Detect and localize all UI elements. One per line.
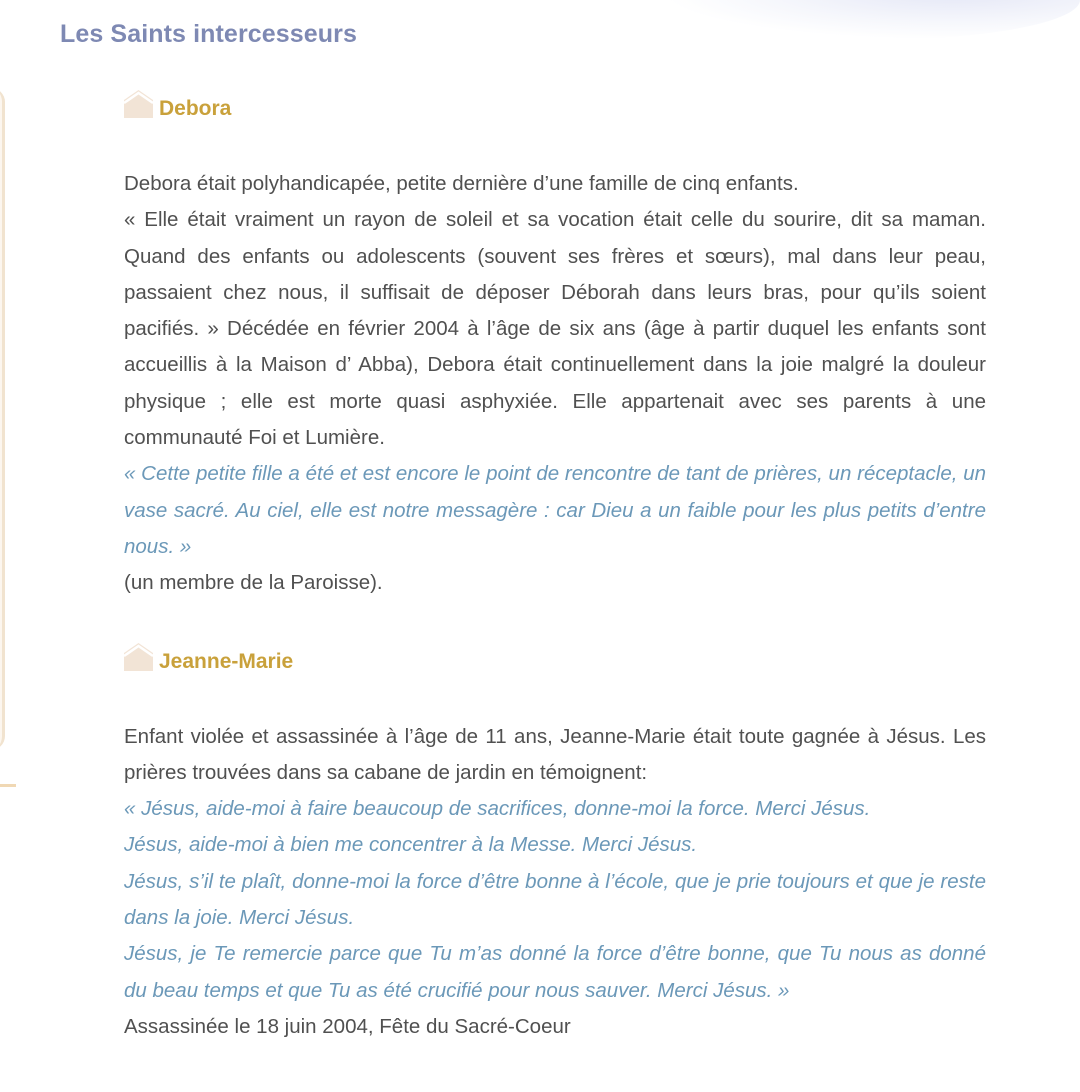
attribution: (un membre de la Paroisse). <box>124 571 383 595</box>
paragraph: Debora était polyhandicapée, petite dernière d’une famille de cinq enfants. <box>124 172 799 195</box>
left-frame-decoration <box>0 88 5 750</box>
saint-heading <box>124 639 986 685</box>
prayer-line: Jésus, aide-moi à bien me concentrer à la Messe. Merci Jésus. <box>124 833 698 857</box>
prayer-line: Jésus, s’il te plaît, donne-moi la force d’être bonne à l’école, que je prie toujours et que je reste dans la joie. Merci Jésus. <box>124 869 986 930</box>
prayer-line: Jésus, je Te remercie parce que Tu m’as donné la force d’être bonne, que Tu nous as donné du beau temps et que Tu as été crucifié pour nous sauver. Merci Jésus. » <box>124 942 986 1002</box>
roof-icon <box>124 88 153 118</box>
page-title: Les Saints intercesseurs <box>60 20 357 48</box>
saint-section-jeanne-marie <box>124 639 986 1046</box>
paragraph: Enfant violée et assassinée à l’âge de 11 ans, Jeanne-Marie était toute gagnée à Jésus. Les prières trouvées dans sa cabane de jardin en témoignent: <box>124 724 986 784</box>
header-decoration <box>660 0 1080 40</box>
roof-icon <box>124 641 153 671</box>
prayer-quote <box>124 791 986 1009</box>
saint-name: Jeanne-Marie <box>159 649 294 673</box>
saint-section-debora <box>124 86 986 602</box>
saint-heading <box>124 86 986 132</box>
left-accent-line <box>0 784 16 787</box>
article-content <box>124 86 986 1045</box>
saint-name: Debora <box>159 97 232 120</box>
quote: « Cette petite fille a été et est encore le point de rencontre de tant de prières, un réceptacle, un vase sacré. Au ciel, elle est notre messagère : car Dieu a un faible pour les plus petits d’entre nous. » <box>124 462 986 558</box>
prayer-line: « Jésus, aide-moi à faire beaucoup de sacrifices, donne-moi la force. Merci Jésus. <box>124 797 871 821</box>
paragraph: « Elle était vraiment un rayon de soleil et sa vocation était celle du sourire, dit sa maman. Quand des enfants ou adolescents (souvent ses frères et sœurs), mal dans leur peau, passaient chez nous, il suffisait de déposer Déborah dans leurs bras, pour qu’ils soient pacifiés. » Décédée en février 2004 à l’âge de six ans (âge à partir duquel les enfants sont accueillis à la Maison d’ Abba), Debora était continuellement dans la joie malgré la douleur physique ; elle est morte quasi asphyxiée. Elle appartenait avec ses parents à une communauté Foi et Lumière. <box>124 208 986 450</box>
attribution: Assassinée le 18 juin 2004, Fête du Sacré-Coeur <box>124 1014 571 1038</box>
